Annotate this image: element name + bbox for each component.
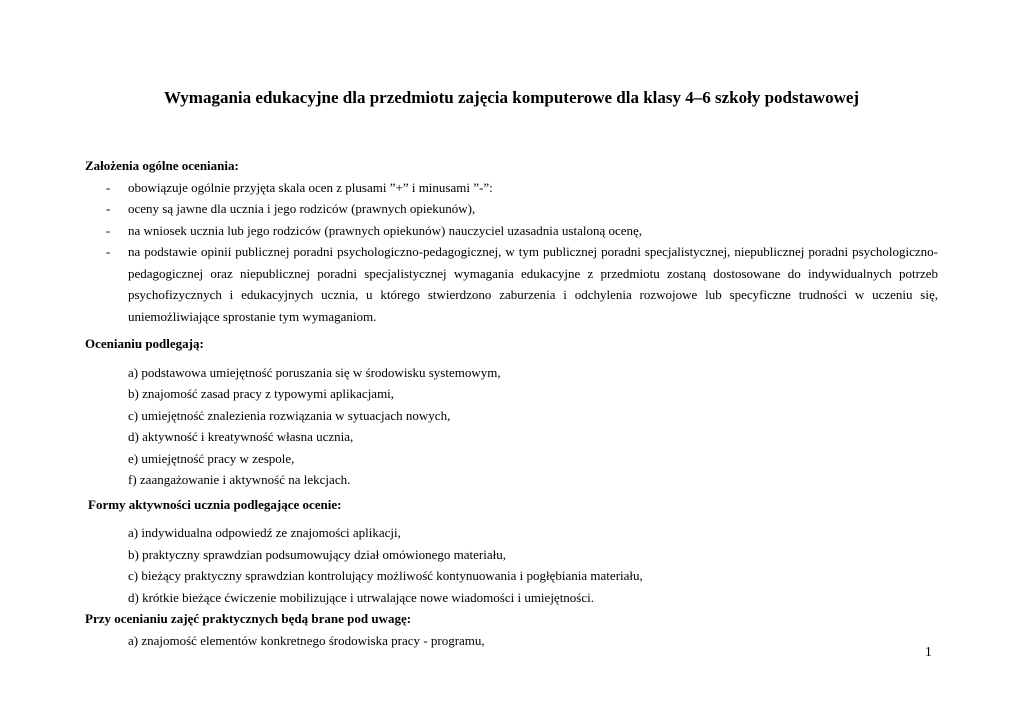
list-item: [85, 220, 938, 242]
list-item: e) umiejętność pracy w zespole,: [128, 450, 295, 466]
list-item: c) bieżący praktyczny sprawdzian kontrolujący możliwość kontynuowania i pogłębiania materiału,: [128, 568, 643, 583]
list-item: [85, 177, 938, 199]
list-item: d) krótkie bieżące ćwiczenie mobilizujące i utrwalające nowe wiadomości i umiejętności.: [128, 589, 595, 605]
list-item-text: oceny są jawne dla ucznia i jego rodziców (prawnych opiekunów),: [128, 201, 476, 216]
section-heading: Formy aktywności ucznia podlegające ocenie:: [88, 496, 342, 512]
list-item-text: na podstawie opinii publicznej poradni psychologiczno-pedagogicznej, w tym publicznej poradni specjalistycznej, niepublicznej poradni psychologiczno-pedagogicznej oraz niepublicznej poradni specjalistycznej wymagania edukacyjne z przedmiotu zostaną dostosowane do indywidualnych potrzeb psychofizycznych i edukacyjnych ucznia, u którego stwierdzono zaburzenia i odchylenia rozwojowe lub specyficzne trudności w uczeniu się, uniemożliwiające sprostanie tym wymaganiom.: [128, 244, 938, 324]
list-item: f) zaangażowanie i aktywność na lekcjach.: [128, 472, 351, 487]
list-item: a) podstawowa umiejętność poruszania się w środowisku systemowym,: [128, 364, 501, 380]
document-title: Wymagania edukacyjne dla przedmiotu zajęcia komputerowe dla klasy 4–6 szkoły podstawowej: [163, 88, 860, 107]
list-item: b) znajomość zasad pracy z typowymi aplikacjami,: [128, 386, 395, 401]
section-heading: Założenia ogólne oceniania:: [85, 158, 239, 173]
page-number: 1: [925, 644, 932, 659]
section-zalozenia-ogolne: [85, 155, 938, 327]
section-przy-ocenianiu: [85, 608, 938, 651]
lettered-list: [85, 362, 938, 491]
list-item: a) znajomość elementów konkretnego środowiska pracy - programu,: [128, 632, 485, 648]
lettered-list: [85, 630, 938, 652]
section-formy-aktywnosci: [85, 494, 938, 609]
list-item: [85, 198, 938, 220]
list-item-text: na wniosek ucznia lub jego rodziców (prawnych opiekunów) nauczyciel uzasadnia ustaloną ocenę,: [128, 222, 643, 238]
list-item: c) umiejętność znalezienia rozwiązania w sytuacjach nowych,: [128, 407, 451, 423]
section-heading: Przy ocenianiu zajęć praktycznych będą brane pod uwagę:: [85, 611, 412, 626]
section-heading: Ocenianiu podlegają:: [85, 336, 204, 351]
list-item: [85, 241, 938, 327]
list-item: b) praktyczny sprawdzian podsumowujący dział omówionego materiału,: [128, 546, 506, 562]
list-item-text: obowiązuje ogólnie przyjęta skala ocen z plusami ”+” i minusami ”-”:: [128, 179, 493, 195]
section-ocenianiu-podlegaja: [85, 333, 938, 491]
dash-bullet: -: [106, 179, 111, 195]
dash-bullet: -: [106, 222, 111, 238]
dash-bullet: -: [106, 201, 111, 216]
lettered-list: [85, 522, 938, 608]
list-item: d) aktywność i kreatywność własna ucznia,: [128, 429, 354, 444]
dash-list: [85, 177, 938, 328]
list-item: a) indywidualna odpowiedź ze znajomości aplikacji,: [128, 525, 401, 540]
dash-bullet: -: [106, 244, 111, 259]
